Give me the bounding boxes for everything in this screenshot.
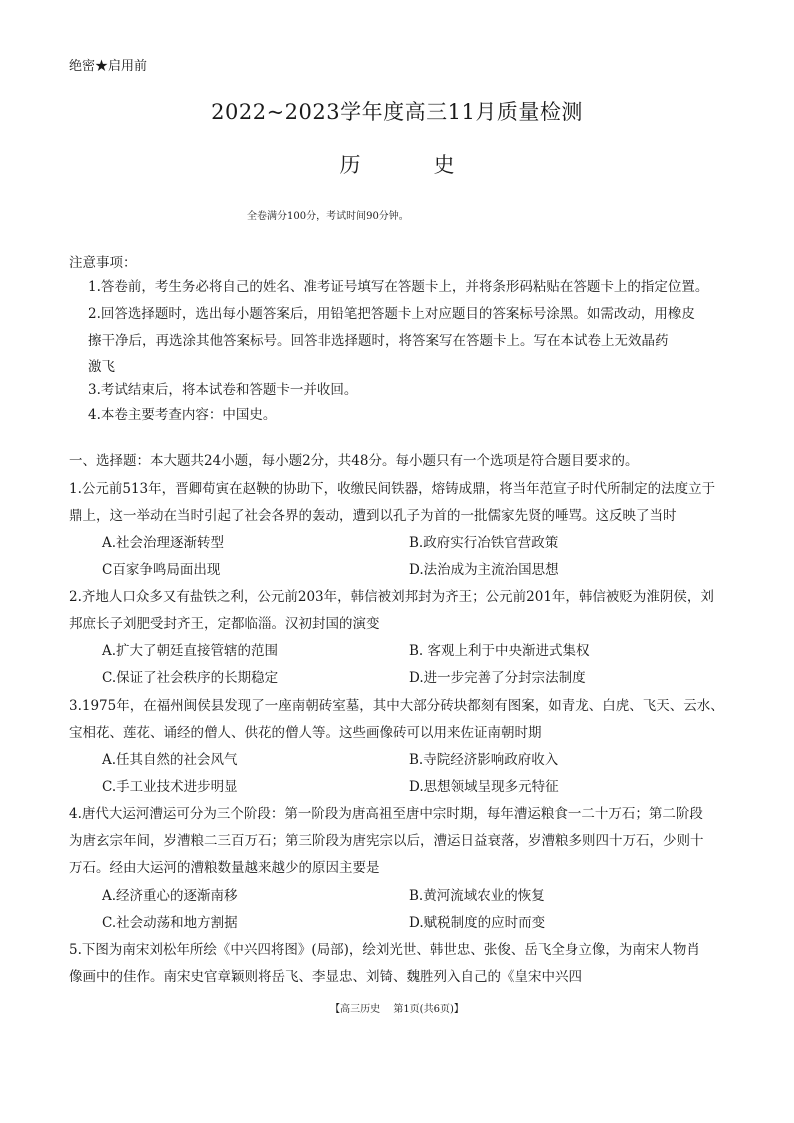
question-1-line: 鼎上，这一举动在当时引起了社会各界的轰动，遭到以孔子为首的一批儒家先贤的唾骂。这反映了当时 xyxy=(69,508,677,524)
question-4-option-b: B.黄河流域农业的恢复 xyxy=(409,888,545,904)
question-1-line: 1.公元前513年，晋卿荀寅在赵鞅的协助下，收缴民间铁器，熔铸成鼎，将当年范宣子时代所制定的法度立于 xyxy=(69,481,716,497)
notes-title: 注意事项： xyxy=(69,255,137,271)
note-line: 2.回答选择题时，选出每小题答案后，用铅笔把答题卡上对应题目的答案标号涂黑。如需改动，用橡皮 xyxy=(88,306,695,322)
question-4-option-d: D.赋税制度的应时而变 xyxy=(409,915,546,931)
question-3-option-c: C.手工业技术进步明显 xyxy=(102,779,238,795)
question-4-line: 为唐玄宗年间，岁漕粮二三百万石；第三阶段为唐宪宗以后，漕运日益衰落，岁漕粮多则四十万石，少则十 xyxy=(69,833,704,849)
question-1-option-c: C百家争鸣局面出现 xyxy=(102,562,221,578)
question-4-option-c: C.社会动荡和地方割据 xyxy=(102,915,238,931)
question-1-option-a: A.社会治理逐渐转型 xyxy=(102,535,225,551)
question-4-line: 4.唐代大运河漕运可分为三个阶段：第一阶段为唐高祖至唐中宗时期，每年漕运粮食一二十万石；第二阶段 xyxy=(69,806,703,822)
question-2-option-c: C.保证了社会秩序的长期稳定 xyxy=(102,670,279,686)
question-5-line: 像画中的佳作。南宋史官章颖则将岳飞、李显忠、刘锜、魏胜列入自己的《皇宋中兴四 xyxy=(69,969,582,985)
question-1-option-d: D.法治成为主流治国思想 xyxy=(409,562,559,578)
question-3-option-a: A.任其自然的社会风气 xyxy=(102,752,238,768)
question-3-option-b: B.寺院经济影响政府收入 xyxy=(409,752,559,768)
question-2-option-d: D.进一步完善了分封宗法制度 xyxy=(409,670,586,686)
secret-label: 绝密★启用前 xyxy=(69,59,148,74)
question-2-option-a: A.扩大了朝廷直接管辖的范围 xyxy=(102,643,279,659)
question-4-option-a: A.经济重心的逐渐南移 xyxy=(102,888,238,904)
note-line: 擦干净后，再选涂其他答案标号。回答非选择题时，将答案写在答题卡上。写在本试卷上无效晶药 xyxy=(88,333,669,349)
section-heading: 一、选择题：本大题共24小题，每小题2分，共48分。每小题只有一个选项是符合题目要求的。 xyxy=(69,453,639,469)
question-3-line: 宝相花、莲花、诵经的僧人、供花的僧人等。这些画像砖可以用来佐证南朝时期 xyxy=(69,725,542,741)
question-3-line: 3.1975年，在福州闽侯县发现了一座南朝砖室墓，其中大部分砖块都刻有图案，如青龙、白虎、飞天、云水、 xyxy=(69,698,724,714)
note-line: 1.答卷前，考生务必将自己的姓名、准考证号填写在答题卡上，并将条形码粘贴在答题卡上的指定位置。 xyxy=(88,279,709,295)
question-4-line: 万石。经由大运河的漕粮数量越来越少的原因主要是 xyxy=(69,860,380,876)
question-2-line: 邦庶长子刘肥受封齐王，定都临淄。汉初封国的演变 xyxy=(69,616,380,632)
note-line: 激飞 xyxy=(88,359,115,375)
question-3-option-d: D.思想领域呈现多元特征 xyxy=(409,779,559,795)
note-line: 3.考试结束后，将本试卷和答题卡一并收回。 xyxy=(88,382,358,398)
question-1-option-b: B.政府实行冶铁官营政策 xyxy=(409,535,559,551)
note-line: 4.本卷主要考查内容：中国史。 xyxy=(88,407,277,423)
exam-meta: 全卷满分100分，考试时间90分钟。 xyxy=(247,211,409,222)
subject-title: 历 史 xyxy=(339,153,481,177)
question-2-line: 2.齐地人口众多又有盐铁之利，公元前203年，韩信被刘邦封为齐王；公元前201年，韩信被贬为淮阴侯，刘 xyxy=(69,589,714,605)
page-footer: 【高三历史 第1页(共6页)】 xyxy=(330,1004,464,1015)
question-5-line: 5.下图为南宋刘松年所绘《中兴四将图》(局部)，绘刘光世、韩世忠、张俊、岳飞全身立像，为南宋人物肖 xyxy=(69,942,700,958)
exam-title: 2022~2023学年度高三11月质量检测 xyxy=(211,100,583,124)
question-2-option-b: B. 客观上利于中央渐进式集权 xyxy=(409,643,590,659)
